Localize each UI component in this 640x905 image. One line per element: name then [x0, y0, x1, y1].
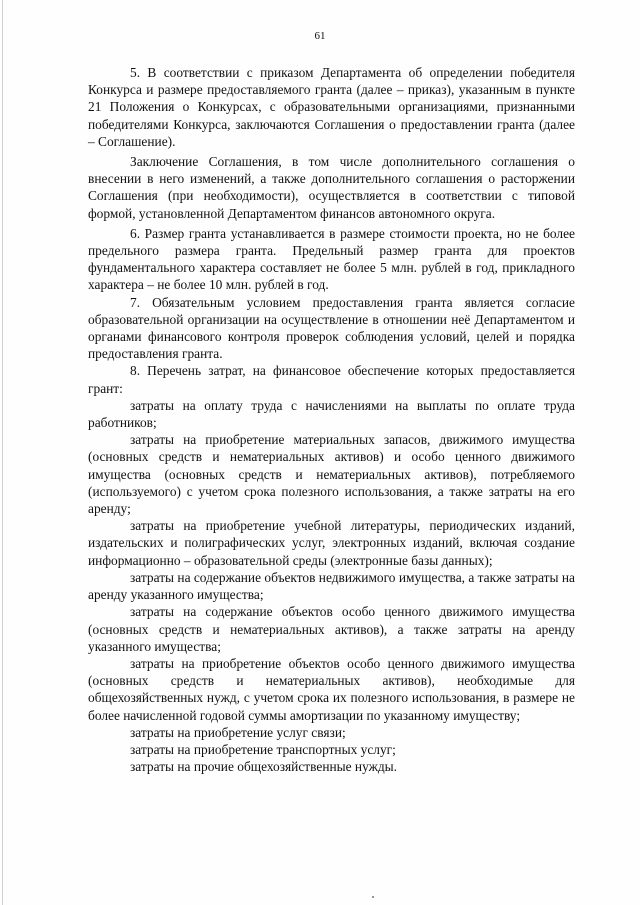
expense-item: затраты на прочие общехозяйственные нужды.: [130, 759, 398, 775]
expense-item: затраты на содержание объектов особо ценного движимого имущества (основных средств и нематериальных активов), а также затраты на аренду указанного имущества;: [88, 604, 575, 654]
expense-item: затраты на оплату труда с начислениями на выплаты по оплате труда работников;: [88, 397, 575, 431]
expense-item: затраты на приобретение транспортных услуг;: [130, 741, 396, 757]
paragraph-agreement-conclusion: Заключение Соглашения, в том числе дополнительного соглашения о внесении в него изменений, а также дополнительного соглашения о расторжении Соглашения (при необходимости), осуществляется в соответствии с типовой формой, установленной Департаментом финансов автономного округа.: [88, 154, 575, 221]
expense-item: затраты на приобретение объектов особо ценного движимого имущества (основных средств и нематериальных активов), необходимые для общехозяйственных нужд, с учетом срока их полезного использования, в размере не более начисленной годовой суммы амортизации по указанному имуществу;: [88, 655, 575, 723]
paragraph-8: 8. Перечень затрат, на финансовое обеспечение которых предоставляется грант:: [88, 363, 575, 396]
expense-item: затраты на содержание объектов недвижимого имущества, а также затраты на аренду указанного имущества;: [88, 569, 575, 603]
scan-speck: [372, 896, 374, 898]
expense-item: затраты на приобретение услуг связи;: [130, 724, 346, 740]
paragraph-6: 6. Размер гранта устанавливается в размере стоимости проекта, но не более предельного размера гранта. Предельный размер гранта для проектов фундаментального характера составляет не более 5 млн. рублей в год, прикладного характера – не более 10 млн. рублей в год.: [88, 225, 575, 293]
paragraph-5: 5. В соответствии с приказом Департамента об определении победителя Конкурса и размере предоставляемого гранта (далее – приказ), указанным в пункте 21 Положения о Конкурсах, с образовательными организациями, признанными победителями Конкурса, заключаются Соглашения о предоставлении гранта (далее – Соглашение).: [88, 65, 575, 149]
paragraph-7: 7. Обязательным условием предоставления гранта является согласие образовательной организации на осуществление в отношении неё Департаментом и органами финансового контроля проверок соблюдения условий, целей и порядка предоставления гранта.: [88, 294, 575, 362]
document-body: [88, 64, 575, 775]
expense-item: затраты на приобретение материальных запасов, движимого имущества (основных средств и нематериальных активов) и особо ценного движимого имущества (основных средств и нематериальных активов), потребляемого (используемого) с учетом срока полезного использования, а также затраты на его аренду;: [88, 432, 575, 517]
scan-edge-line: [2, 0, 3, 905]
expense-item: затраты на приобретение учебной литературы, периодических изданий, издательских и полиграфических услуг, электронных изданий, включая создание информационно – образовательной среды (электронные базы данных);: [88, 518, 575, 568]
page-number: 61: [314, 30, 326, 42]
